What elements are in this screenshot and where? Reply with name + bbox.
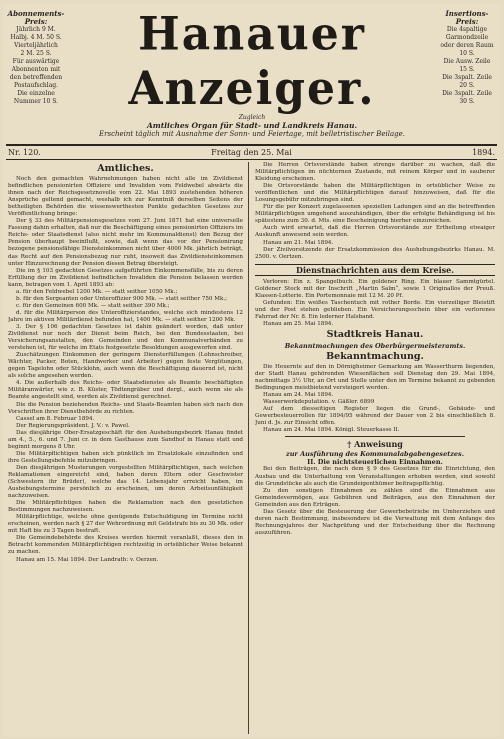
article-paragraph: Hanau am 15. Mai 1894. Der Landrath: v. Oerzen.: [16, 556, 159, 563]
section-heading-amtliches: Amtliches.: [97, 163, 154, 174]
subscription-price-line: Halbj. 4 M. 50 S.: [10, 34, 62, 41]
subscription-price-header: Abonnements-Preis:: [7, 9, 65, 26]
article-paragraph: Militärpflichtige, welche ohne genügende Entschuldigung im Termine nicht erscheinen, werden nach § 27 der Wehrordnung mit Geldstrafe bis zu 30 Mk. oder mit Haft bis zu 3 Tagen bestraft.: [8, 514, 243, 535]
subscription-price-line: Die einzelne: [17, 90, 55, 97]
article-paragraph: Hanau am 25. Mai 1894.: [263, 320, 334, 327]
insertion-price-line: Garmondzeile: [445, 34, 489, 41]
subscription-price-line: Für auswärtige: [12, 58, 60, 65]
newspaper-page: [3, 4, 500, 737]
article-paragraph: Die Gemeindebehörde des Kreises werden hiermit veranlaßt, dieses den in Betracht kommenden Militärpflichtigen rechtzeitig in ortsüblicher Weise bekannt zu machen.: [8, 535, 243, 556]
issue-year: 1894.: [472, 148, 495, 157]
insertion-price-line: 15 S.: [459, 66, 475, 73]
article-paragraph: a. für den Feldwebel 1200 Mk. — statt seither 1050 Mk.;: [16, 288, 178, 295]
article-paragraph: Für die per Konzert zugelassenen speziellen Ladungen sind an die betreffenden Militärpflichtigen umgehend auszuhändigen, über die erfolgte Behändigung ist bis spätestens zum 30. d. Mts. eine Bescheinigung hierher einzureichen.: [255, 204, 495, 225]
article-paragraph: Zu den sonstigen Einnahmen zu zählen sind die Einnahmen aus Gemeindevermögen, aus Gebühren und Beiträgen, aus den Einnahmen der Gemeinden aus den Erträgen.: [255, 487, 495, 508]
insertion-price-box: [437, 10, 497, 106]
article-paragraph: Wasserwerkdeputation. v. Gäßler. 6899: [263, 399, 375, 406]
article-paragraph: d. für die Militärperson des Unteroffizierstandes, welche sich mindestens 12 Jahre im aktiven Militärdienst befunden hat, 1400 Mk. — statt seither 1200 Mk.: [8, 309, 243, 323]
article-paragraph: Die Heuernte auf den in Dörnigheimer Gemarkung am Wasserthurm liegenden, der Stadt Hanau gehörenden Wiesenflächen soll Dienstag den 29. Mai 1894, nachmittags 3½ Uhr, an Ort und Stelle unter den im Termine bekannt zu gebenden Bedingungen meistbietend versteigert werden.: [255, 363, 495, 392]
article-paragraph: Der Zivilvorsitzende der Ersatzkommission des Aushebungsbezirks Hanau. M. 2500. v. Oertzen.: [255, 246, 495, 260]
section-heading-stadtkreis: Stadtkreis Hanau.: [326, 328, 424, 340]
subscription-price-line: Jährlich 9 M.: [16, 26, 56, 33]
right-column-intro: [255, 162, 495, 261]
issue-number: Nr. 120.: [8, 148, 41, 157]
subscription-price-line: Vierteljährlich: [14, 42, 58, 49]
insertion-price-line: Die Ausw. Zeile: [443, 58, 491, 65]
article-paragraph: Der Regierungspräsident. J. V.: v. Pawel.: [16, 422, 130, 429]
insertion-price-line: 10 S.: [459, 50, 475, 57]
article-paragraph: Die Militärpflichtigen haben die Reklamation nach den gesetzlichen Bestimmungen nachzuweisen.: [8, 500, 243, 514]
article-paragraph: Zuschätzungen Einkommen der geringern Diensterfüllungen (Lohnschreiber, Wächter, Packer, Boten, Handwerker und Arbeiter) gegen feste Vergütungen, gegen Tagelohn oder Stücklohn, auch wenn die Beschäftigung dauernd ist, nicht als solche angesehen werden.: [8, 352, 243, 380]
insertion-price-line: 20 S.: [459, 82, 475, 89]
article-paragraph: 4. Die außerhalb des Reichs- oder Staatsdienstes als Beamte beschäftigten Militäranwärter, wie z. B. Küster, Tödtengräber und dergl., auch wenn sie als Beamte angestellt sind, werden als Zivildienst gerechnet.: [8, 380, 243, 401]
subscription-price-line: 2 M. 25 S.: [20, 50, 52, 57]
insertion-price-lines: [437, 26, 497, 106]
insertion-price-line: oder deren Raum: [440, 42, 494, 49]
subscription-price-line: den betreffenden: [9, 74, 63, 81]
article-paragraph: Hanau am 21. Mai 1894.: [263, 239, 334, 246]
section-heading-dienstnachrichten: Dienstnachrichten aus dem Kreise.: [255, 264, 495, 276]
issue-date: Freitag den 25. Mai: [211, 148, 292, 157]
article-paragraph: Die Militärpflichtigen haben sich pünktlich im Ersatzlokale einzufinden und ihre Gestellungsbefehle mitzubringen.: [8, 450, 243, 464]
left-column-paragraphs: [8, 176, 243, 564]
newspaper-title: Hanauer Anzeiger.: [128, 7, 376, 116]
article-paragraph: Auch wird erwartet, daß die Herren Ortsvorstände zur Ertheilung etwaiger Auskunft anwesend sein werden.: [255, 225, 495, 239]
article-paragraph: Verloren: Ein z. Spangelbuch. Ein goldener Ring. Ein blauer Sammtgürtel. Goldener Stock mit der Inschrift „Martin Salm“, sowie 1 Originallos der Preuß. Klassen-Lotterie. Ein Portemonnaie mit 12 M. 20 Pf.: [255, 278, 495, 299]
article-paragraph: 3. Der § 106 gedachten Gesetzes ist dahin geändert worden, daß unter Zivildienst nur noch der Dienst beim Reich, bei den Bundesstaaten, bei Versicherungsanstalten, den Gemeinden und den Kommunalverbänden zu verstehen ist, für welche im Etats festgesetzte Besoldungen ausgeworfen sind.: [8, 323, 243, 352]
subscription-price-box: [6, 10, 66, 106]
article-paragraph: Die Ortsvorstände haben die Militärpflichtigen in ortsüblicher Weise zu veröffentlichen und die Militärpflichtigen darauf hinzuweisen, daß für die Losungsgebühr mitzubringen sind.: [255, 183, 495, 204]
bekanntmachung-paragraphs: [255, 364, 495, 434]
subscription-price-lines: [6, 26, 66, 106]
masthead-subtitle: Amtliches Organ für Stadt- und Landkreis Hanau.: [146, 121, 358, 130]
insertion-price-line: Die 4spaltige: [446, 26, 488, 33]
article-paragraph: Die Herren Ortsvorstände haben strenge darüber zu wachen, daß die Militärpflichtigen im nüchternen Zustande, mit reinem Körper und in sauberer Kleidung erscheinen.: [255, 162, 495, 183]
masthead-publication-note: Erscheint täglich mit Ausnahme der Sonn- und Feiertage, mit belletristischer Beilage.: [99, 130, 405, 138]
anweisung-subheading: zur Ausführung des Kommunalabgabengesetzes.: [286, 450, 464, 459]
section-subheading-oberbuergermeisteramt: Bekanntmachungen des Oberbürgermeisteramts.: [284, 341, 466, 350]
article-paragraph: Der § 33 des Militärpensionsgesetzes vom 27. Juni 1871 hat eine universelle Fassung dahin erhalten, daß nur die Beschäftigung eines pensionirten Offiziers im Reichs- oder Staatsdienst (also nicht mehr im Kommunaldienst) den Bezug der Pension überhaupt beeinflußt, sowie, daß wenn das vor der Pensionirung bezogene pensionsfähige Diensteinkommen nicht über 4000 Mk. jährlich beträgt, das Recht auf den Pensionsbezug nur ruht, insoweit das Zivildiensteinkommen unter Hinzurechnung der Pension diesen Betrag übersteigt.: [8, 218, 243, 267]
dateline: [6, 144, 497, 160]
insertion-price-line: Die 3spalt. Zeile: [442, 90, 492, 97]
anweisung-roman-heading: II. Die nichtsteuerlichen Einnahmen.: [307, 458, 443, 467]
article-paragraph: Das diesjährige Ober-Ersatzgeschäft für den Aushebungsbezirk Hanau findet am 4., 5., 6. und 7. Juni cr. in dem Gasthause zum Sandhof in Hanau statt und beginnt morgens 8 Uhr.: [8, 429, 243, 450]
article-paragraph: Cassel am 8. Februar 1894.: [16, 415, 95, 422]
column-divider: [248, 162, 249, 734]
bekanntmachung-title: Bekanntmachung.: [326, 350, 424, 362]
insertion-price-line: Die 3spalt. Zeile: [442, 74, 492, 81]
article-paragraph: Gefunden: Ein weißes Taschentuch mit rother Borde. Ein vierzeiliger Bleistift und der Post stehen geblieben. Ein Versicherungsschein über ein verlorenes Fahrrad der Nr. 8. Ein lederner Halsband.: [255, 299, 495, 320]
insertion-price-header: Insertions-Preis:: [445, 9, 489, 26]
left-column: [8, 162, 243, 734]
article-paragraph: Hanau am 24. Mai 1894. Königl. Steuerkasse II.: [263, 427, 400, 434]
masthead: [69, 7, 435, 139]
section-rule: [285, 436, 465, 437]
insertion-price-line: 30 S.: [459, 98, 475, 105]
article-paragraph: Bei den Beiträgen, die nach dem § 9 des Gesetzes für die Einrichtung, den Ausbau und die Unterhaltung von Veranstaltungen erhoben werden, sind sowohl die Grundstücke als auch die Grundeigenthümer beitragspflichtig.: [255, 466, 495, 487]
subscription-price-line: Abonnenten mit: [11, 66, 61, 73]
section-heading-anweisung: † Anweisung: [347, 439, 403, 450]
article-paragraph: Den diesjährigen Musterungen vorgestellten Militärpflichtigen, nach welchen Reklamationen eingereicht sind, haben deren Eltern oder Geschwister (Schwestern ihr Brüder), welche das 14. Lebensjahr erreicht haben, im Aushebungstermine persönlich zu erscheinen, um deren Arbeitsunfähigkeit nachzuweisen.: [8, 464, 243, 500]
article-paragraph: Das Gesetz über die Besteuerung der Gewerbebetriebe im Umherziehen und deren nach Bestimmung, insbesondere ist die Verwaltung mit dem Anfange des Rechnungsjahres der Nachprüfung und der Entscheidung über die Rechnung auszuführen.: [255, 508, 495, 536]
dienstnachrichten-paragraphs: [255, 279, 495, 328]
article-paragraph: Die im § 103 gedachten Gesetzes aufgeführten Einkommensfälle, bis zu deren Erfüllung der im Zivildienst befindlichen Invaliden die Pension belassen werden kann, betragen vom 1. April 1893 ab:: [8, 267, 243, 288]
article-paragraph: Auf dem diesseitigen Register liegen die Grund-, Gebäude- und Gewerbesteuerrollen für 1894/95 während der Dauer von 2 bis einschließlich 8. Juni d. Js. zur Einsicht offen.: [255, 406, 495, 427]
subscription-price-line: Nummer 10 S.: [13, 98, 59, 105]
article-paragraph: c. für den Gemeinen 600 Mk. — statt seither 390 Mk.;: [16, 302, 170, 309]
masthead-zugleich: Zugleich: [238, 114, 266, 121]
right-column: [255, 162, 495, 734]
article-paragraph: Hanau am 24. Mai 1894.: [263, 392, 334, 399]
article-paragraph: Die die Pension beziehenden Reichs- und Staats-Beamten haben sich nach den Vorschriften ihrer Dienstbehörde zu richten.: [8, 401, 243, 415]
article-paragraph: b. für den Sergeanten oder Unteroffizier 900 Mk. — statt seither 750 Mk.;: [16, 295, 228, 302]
anweisung-paragraphs: [255, 466, 495, 536]
subscription-price-line: Postaufschlag.: [13, 82, 59, 89]
article-paragraph: Noch den gemachten Wahrnehmungen haben nicht alle im Zivildienst befindlichen pensionirten Offiziere und Invaliden vom Feldwebel abwärts die ihnen nach der Reichsgesetznovelle vom 22. Mai 1893 zustehenden höheren Ansprüche geltend gemacht, weshalb ich zur Kenntniß derselben Seitens der betheiligten Behörden die wissenswerthesten Punkte gedachten Gesetzes zur Veröffentlichung bringe:: [8, 176, 243, 218]
